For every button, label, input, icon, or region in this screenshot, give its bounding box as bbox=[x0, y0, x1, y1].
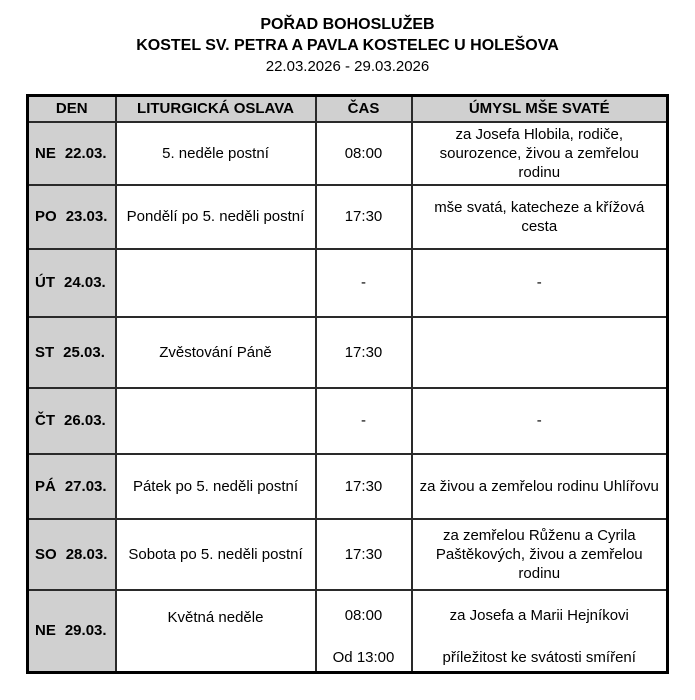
table-row bbox=[28, 185, 668, 249]
day-date: 23.03. bbox=[65, 208, 108, 225]
day-abbr: NE bbox=[35, 144, 56, 162]
time-cell: 17:30 bbox=[316, 317, 412, 388]
intention-cell bbox=[412, 590, 668, 673]
intention-cell: mše svatá, katecheze a křížová cesta bbox=[412, 185, 668, 249]
bulletin-header bbox=[0, 14, 695, 77]
church-name: KOSTEL SV. PETRA A PAVLA KOSTELEC U HOLEŠOVA bbox=[136, 37, 559, 54]
column-header-liturgy: LITURGICKÁ OSLAVA bbox=[116, 96, 316, 122]
day-date: 24.03. bbox=[64, 274, 106, 291]
column-header-time: ČAS bbox=[316, 96, 412, 122]
time-cell bbox=[316, 590, 412, 673]
table-row bbox=[28, 388, 668, 454]
day-date: 29.03. bbox=[64, 622, 107, 640]
table-row bbox=[28, 122, 668, 185]
day-abbr: ÚT bbox=[35, 274, 55, 291]
day-cell bbox=[28, 317, 116, 388]
day-cell bbox=[28, 249, 116, 317]
time-cell: - bbox=[316, 388, 412, 454]
day-date: 26.03. bbox=[64, 412, 106, 429]
day-label bbox=[35, 477, 109, 496]
intention-list bbox=[419, 591, 661, 670]
intention-cell bbox=[412, 317, 668, 388]
day-label bbox=[35, 545, 109, 564]
intention-cell: - bbox=[412, 249, 668, 317]
day-date: 28.03. bbox=[65, 545, 108, 563]
day-abbr: PÁ bbox=[35, 477, 56, 495]
day-cell bbox=[28, 122, 116, 185]
liturgy-cell bbox=[116, 388, 316, 454]
day-label bbox=[35, 343, 109, 362]
time-cell: 17:30 bbox=[316, 185, 412, 249]
day-date: 27.03. bbox=[64, 477, 107, 495]
day-label bbox=[35, 273, 109, 292]
day-abbr: ST bbox=[35, 343, 55, 361]
day-label bbox=[35, 411, 109, 430]
table-row bbox=[28, 249, 668, 317]
time-cell: 17:30 bbox=[316, 519, 412, 590]
intention-cell: za živou a zemřelou rodinu Uhlířovu bbox=[412, 454, 668, 519]
intention-entry: příležitost ke svátosti smíření bbox=[442, 648, 636, 666]
day-cell bbox=[28, 454, 116, 519]
table-header-row bbox=[28, 96, 668, 122]
day-abbr: PO bbox=[35, 208, 57, 225]
time-list bbox=[323, 591, 405, 670]
column-header-day: DEN bbox=[28, 96, 116, 122]
day-cell bbox=[28, 590, 116, 673]
intention-cell: za zemřelou Růženu a Cyrila Paštěkových, živou a zemřelou rodinu bbox=[412, 519, 668, 590]
table-row bbox=[28, 454, 668, 519]
time-cell: 17:30 bbox=[316, 454, 412, 519]
intention-cell: - bbox=[412, 388, 668, 454]
intention-entry: za Josefa a Marii Hejníkovi bbox=[449, 606, 629, 624]
date-range: 22.03.2026 - 29.03.2026 bbox=[265, 58, 430, 75]
day-label bbox=[35, 621, 109, 640]
liturgy-cell: Zvěstování Páně bbox=[116, 317, 316, 388]
day-label bbox=[35, 144, 109, 163]
day-abbr: ČT bbox=[35, 412, 55, 429]
time-cell: 08:00 bbox=[316, 122, 412, 185]
table-row bbox=[28, 519, 668, 590]
intention-cell: za Josefa Hlobila, rodiče, sourozence, živou a zemřelou rodinu bbox=[412, 122, 668, 185]
liturgy-cell: Pátek po 5. neděli postní bbox=[116, 454, 316, 519]
day-abbr: NE bbox=[35, 622, 56, 640]
day-abbr: SO bbox=[35, 545, 57, 563]
day-label bbox=[35, 207, 109, 226]
liturgy-cell: Květná neděle bbox=[116, 590, 316, 673]
liturgy-cell: Pondělí po 5. neděli postní bbox=[116, 185, 316, 249]
mass-schedule-table bbox=[26, 94, 669, 674]
table-row bbox=[28, 317, 668, 388]
page-title: POŘAD BOHOSLUŽEB bbox=[260, 16, 435, 33]
day-cell bbox=[28, 185, 116, 249]
day-date: 22.03. bbox=[64, 144, 107, 162]
time-entry: Od 13:00 bbox=[332, 648, 395, 666]
day-cell bbox=[28, 388, 116, 454]
liturgy-cell bbox=[116, 249, 316, 317]
day-date: 25.03. bbox=[63, 343, 105, 361]
time-cell: - bbox=[316, 249, 412, 317]
liturgy-cell: 5. neděle postní bbox=[116, 122, 316, 185]
table-row bbox=[28, 590, 668, 673]
column-header-intention: ÚMYSL MŠE SVATÉ bbox=[412, 96, 668, 122]
day-cell bbox=[28, 519, 116, 590]
liturgy-cell: Sobota po 5. neděli postní bbox=[116, 519, 316, 590]
time-entry: 08:00 bbox=[344, 606, 383, 624]
